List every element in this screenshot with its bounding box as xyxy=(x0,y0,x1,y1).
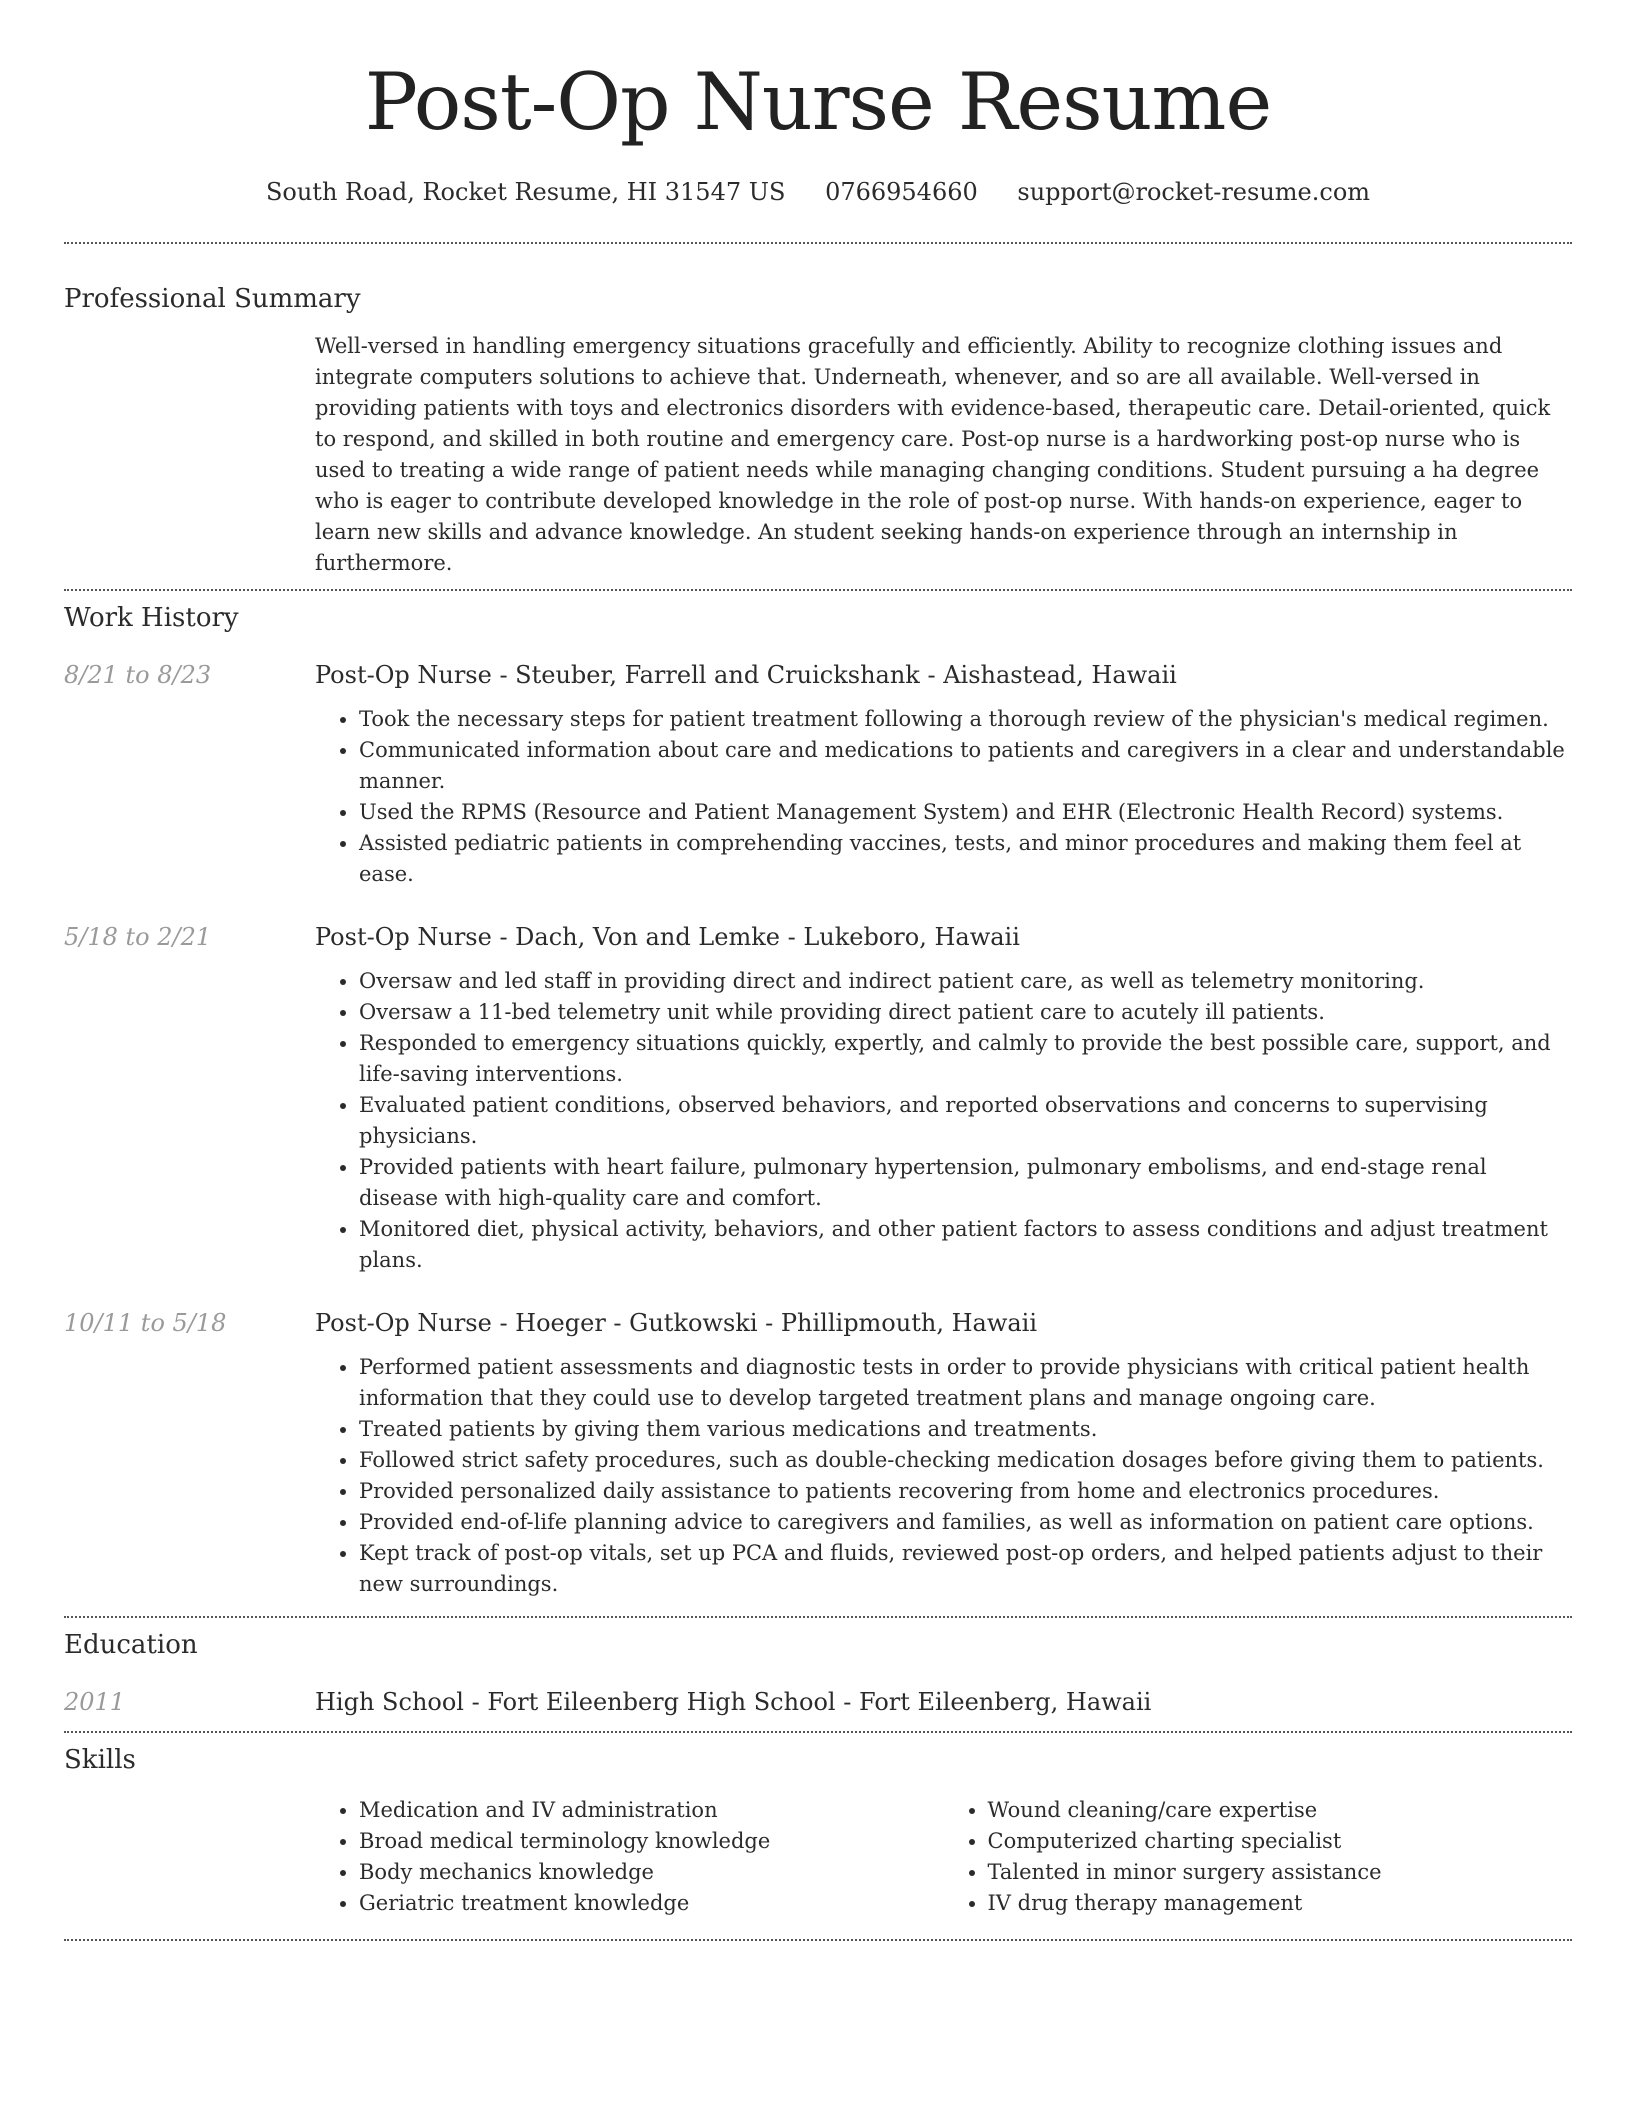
work-history-heading: Work History xyxy=(64,603,239,633)
contact-email: support@rocket-resume.com xyxy=(1017,178,1371,206)
job-entry xyxy=(64,920,1572,1276)
job-bullet: • Used the RPMS (Resource and Patient Management System) and EHR (Electronic Health Record) systems. xyxy=(359,797,1572,828)
job-heading: Post-Op Nurse - Dach, Von and Lemke - Lukeboro, Hawaii xyxy=(315,923,1020,951)
skills-list-left xyxy=(315,1795,944,1919)
skills-heading: Skills xyxy=(64,1745,136,1775)
job-bullet: • Assisted pediatric patients in comprehending vaccines, tests, and minor procedures and making them feel at ease. xyxy=(359,828,1572,890)
divider xyxy=(64,1939,1572,1941)
job-bullet: • Communicated information about care and medications to patients and caregivers in a clear and understandable manner. xyxy=(359,735,1572,797)
job-bullet: • Treated patients by giving them various medications and treatments. xyxy=(359,1414,1572,1445)
divider xyxy=(64,1731,1572,1733)
summary-text: Well-versed in handling emergency situations gracefully and efficiently. Ability to recognize clothing issues and integrate computers solutions to achieve that. Underneath, whenever, and so are all available. Well-versed in providing patients with toys and electronics disorders with evidence-based, therapeutic care. Detail-oriented, quick to respond, and skilled in both routine and emergency care. Post-op nurse is a hardworking post-op nurse who is used to treating a wide range of patient needs while managing changing conditions. Student pursuing a ha degree who is eager to contribute developed knowledge in the role of post-op nurse. With hands-on experience, eager to learn new skills and advance knowledge. An student seeking hands-on experience through an internship in furthermore. xyxy=(315,334,1551,575)
job-heading: Post-Op Nurse - Hoeger - Gutkowski - Phillipmouth, Hawaii xyxy=(315,1309,1038,1337)
skill-item: • Medication and IV administration xyxy=(359,1795,944,1826)
job-bullet: • Responded to emergency situations quickly, expertly, and calmly to provide the best possible care, support, and life-saving interventions. xyxy=(359,1028,1572,1090)
education-year: 2011 xyxy=(64,1688,126,1716)
summary-heading: Professional Summary xyxy=(64,284,361,314)
skill-item: • Wound cleaning/care expertise xyxy=(988,1795,1573,1826)
skill-item: • Body mechanics knowledge xyxy=(359,1857,944,1888)
work-history-section xyxy=(64,601,1572,1600)
job-dates: 8/21 to 8/23 xyxy=(64,661,212,689)
job-bullet: • Performed patient assessments and diagnostic tests in order to provide physicians with critical patient health information that they could use to develop targeted treatment plans and manage ongoing care. xyxy=(359,1352,1572,1414)
job-bullet: • Oversaw a 11-bed telemetry unit while providing direct patient care to acutely ill patients. xyxy=(359,997,1572,1028)
contact-line xyxy=(64,176,1572,208)
job-bullet: • Monitored diet, physical activity, behaviors, and other patient factors to assess conditions and adjust treatment plans. xyxy=(359,1214,1572,1276)
job-bullet: • Provided end-of-life planning advice to caregivers and families, as well as information on patient care options. xyxy=(359,1507,1572,1538)
job-bullets xyxy=(315,966,1572,1276)
contact-address: South Road, Rocket Resume, HI 31547 US xyxy=(265,178,786,206)
job-entry xyxy=(64,658,1572,890)
job-bullet: • Provided patients with heart failure, pulmonary hypertension, pulmonary embolisms, and end-stage renal disease with high-quality care and comfort. xyxy=(359,1152,1572,1214)
skill-item: • Talented in minor surgery assistance xyxy=(988,1857,1573,1888)
job-bullet: • Took the necessary steps for patient treatment following a thorough review of the physician's medical regimen. xyxy=(359,704,1572,735)
job-bullet: • Kept track of post-op vitals, set up PCA and fluids, reviewed post-op orders, and helped patients adjust to their new surroundings. xyxy=(359,1538,1572,1600)
job-bullets xyxy=(315,1352,1572,1600)
resume-page xyxy=(64,0,1572,1941)
job-dates: 10/11 to 5/18 xyxy=(64,1309,227,1337)
job-bullet: • Oversaw and led staff in providing direct and indirect patient care, as well as telemetry monitoring. xyxy=(359,966,1572,997)
skills-section xyxy=(64,1743,1572,1919)
resume-title: Post-Op Nurse Resume xyxy=(364,56,1272,148)
job-entry xyxy=(64,1306,1572,1600)
education-heading-line: High School - Fort Eileenberg High School - Fort Eileenberg, Hawaii xyxy=(315,1688,1152,1716)
skill-item: • IV drug therapy management xyxy=(988,1888,1573,1919)
job-dates: 5/18 to 2/21 xyxy=(64,923,212,951)
job-bullets xyxy=(315,704,1572,890)
skill-item: • Geriatric treatment knowledge xyxy=(359,1888,944,1919)
skills-list-right xyxy=(944,1795,1573,1919)
summary-section xyxy=(64,282,1572,579)
job-bullet: • Followed strict safety procedures, such as double-checking medication dosages before giving them to patients. xyxy=(359,1445,1572,1476)
divider xyxy=(64,589,1572,591)
education-heading: Education xyxy=(64,1630,198,1660)
job-heading: Post-Op Nurse - Steuber, Farrell and Cruickshank - Aishastead, Hawaii xyxy=(315,661,1177,689)
job-bullet: • Provided personalized daily assistance to patients recovering from home and electronics procedures. xyxy=(359,1476,1572,1507)
skill-item: • Computerized charting specialist xyxy=(988,1826,1573,1857)
education-entry xyxy=(64,1685,1572,1719)
job-bullet: • Evaluated patient conditions, observed behaviors, and reported observations and concerns to supervising physicians. xyxy=(359,1090,1572,1152)
skill-item: • Broad medical terminology knowledge xyxy=(359,1826,944,1857)
divider xyxy=(64,1616,1572,1618)
divider xyxy=(64,242,1572,244)
education-section xyxy=(64,1628,1572,1719)
contact-phone: 0766954660 xyxy=(825,178,978,206)
